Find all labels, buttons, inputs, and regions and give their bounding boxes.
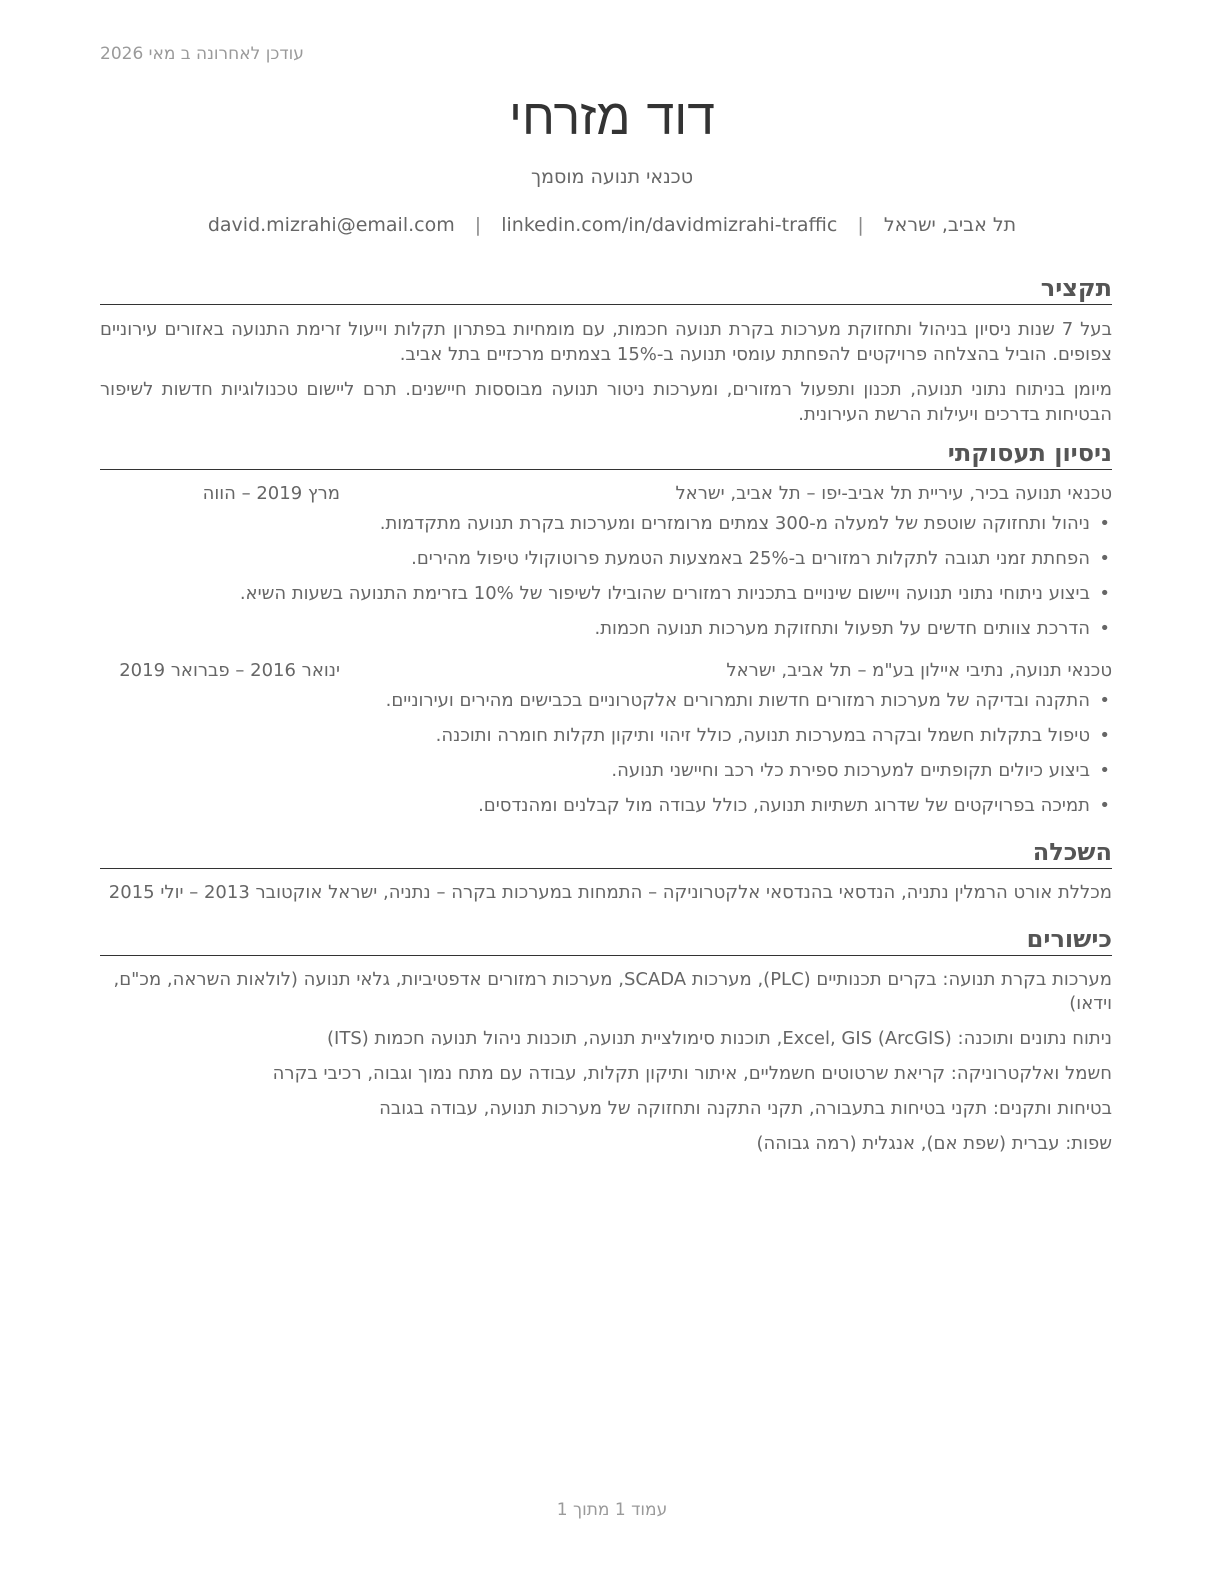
linkedin-link[interactable]: linkedin.com/in/davidmizrahi-traffic [501,214,838,236]
skill-line: ניתוח נתונים ותוכנה: Excel, GIS (ArcGIS), תוכנות סימולציית תנועה, תוכנות ניהול תנועה חכמות (ITS) [326,1028,1112,1049]
list-item: • ניהול ותחזוקה שוטפת של למעלה מ-300 צמתים מרומזרים ומערכות בקרת תנועה מתקדמות. [100,512,1112,536]
section-heading: כישורים [100,923,1112,956]
job-header [100,659,1112,683]
list-item: • טיפול בתקלות חשמל ובקרה במערכות תנועה, כולל זיהוי ותיקון תקלות חומרה ותוכנה. [100,724,1112,748]
job-entry [100,482,1112,641]
section-heading: ניסיון תעסוקתי [100,437,1112,470]
summary-paragraph: בעל 7 שנות ניסיון בניהול ותחזוקת מערכות בקרת תנועה חכמות, עם מומחיות בפתרון תקלות וייעול זרימת התנועה באזורים עירוניים צפופים. הוביל בהצלחה פרויקטים להפחתת עומסי תנועה ב-15% בצמתים מרכזיים בתל אביב. [100,319,1112,365]
job-header [100,482,1112,506]
list-item: • ביצוע ניתוחי נתוני תנועה ויישום שינויים בתכניות רמזורים שהובילו לשיפור של 10% בזרימת התנועה בשעות השיא. [100,582,1112,606]
summary-section [100,272,1112,427]
list-item: • הפחתת זמני תגובה לתקלות רמזורים ב-25% באמצעות הטמעת פרוטוקולי טיפול מהירים. [100,547,1112,571]
candidate-title: טכנאי תנועה מוסמך [530,166,694,188]
page-number: עמוד 1 מתוך 1 [556,1500,668,1520]
education-entry: מכללת אורט הרמלין נתניה, הנדסאי בהנדסאי אלקטרוניקה – התמחות במערכות בקרה – נתניה, ישראל אוקטובר 2013 – יולי 2015 [108,882,1112,903]
skill-line: מערכות בקרת תנועה: בקרים תכנותיים (PLC), מערכות SCADA, מערכות רמזורים אדפטיביות, גלאי תנועה (לולאות השראה, מכ"ם, וידאו) [113,969,1112,1014]
last-updated: עודכן לאחרונה ב מאי 2026 [100,44,304,64]
separator: | [474,214,482,236]
candidate-name: דוד מזרחי [509,88,715,146]
email-link[interactable]: david.mizrahi@email.com [207,214,455,236]
job-bullets [100,512,1112,641]
list-item: • התקנה ובדיקה של מערכות רמזורים חדשות ותמרורים אלקטרוניים בכבישים מהירים ועירוניים. [100,689,1112,713]
summary-paragraph: מיומן בניתוח נתוני תנועה, תכנון ותפעול רמזורים, ומערכות ניטור תנועה מבוססות חיישנים. תרם ליישום טכנולוגיות חדשות לשיפור הבטיחות בדרכים ויעילות הרשת העירונית. [100,379,1112,425]
skill-line: שפות: עברית (שפת אם), אנגלית (רמה גבוהה) [756,1133,1112,1154]
contact-line [0,214,1224,236]
job-dates: מרץ 2019 – הווה [202,483,340,504]
job-title: טכנאי תנועה בכיר, עיריית תל אביב-יפו – תל אביב, ישראל [675,483,1112,504]
experience-section [100,437,1112,818]
job-title: טכנאי תנועה, נתיבי איילון בע"מ – תל אביב, ישראל [726,660,1112,681]
location: תל אביב, ישראל [883,214,1017,236]
skills-section [100,923,1112,1156]
list-item: • ביצוע כיולים תקופתיים למערכות ספירת כלי רכב וחיישני תנועה. [100,759,1112,783]
list-item: • הדרכת צוותים חדשים על תפעול ותחזוקת מערכות תנועה חכמות. [100,617,1112,641]
job-entry [100,659,1112,818]
list-item: • תמיכה בפרויקטים של שדרוג תשתיות תנועה, כולל עבודה מול קבלנים ומהנדסים. [100,794,1112,818]
job-dates: ינואר 2016 – פברואר 2019 [119,660,340,681]
skill-line: חשמל ואלקטרוניקה: קריאת שרטוטים חשמליים, איתור ותיקון תקלות, עבודה עם מתח נמוך וגבוה, רכיבי בקרה [272,1063,1112,1084]
resume-body [100,272,1112,1167]
section-heading: השכלה [100,836,1112,869]
job-bullets [100,689,1112,818]
section-heading: תקציר [100,272,1112,305]
resume-header [0,84,1224,236]
skill-line: בטיחות ותקנים: תקני בטיחות בתעבורה, תקני התקנה ותחזוקה של מערכות תנועה, עבודה בגובה [379,1098,1112,1119]
education-section [100,836,1112,905]
separator: | [857,214,864,236]
